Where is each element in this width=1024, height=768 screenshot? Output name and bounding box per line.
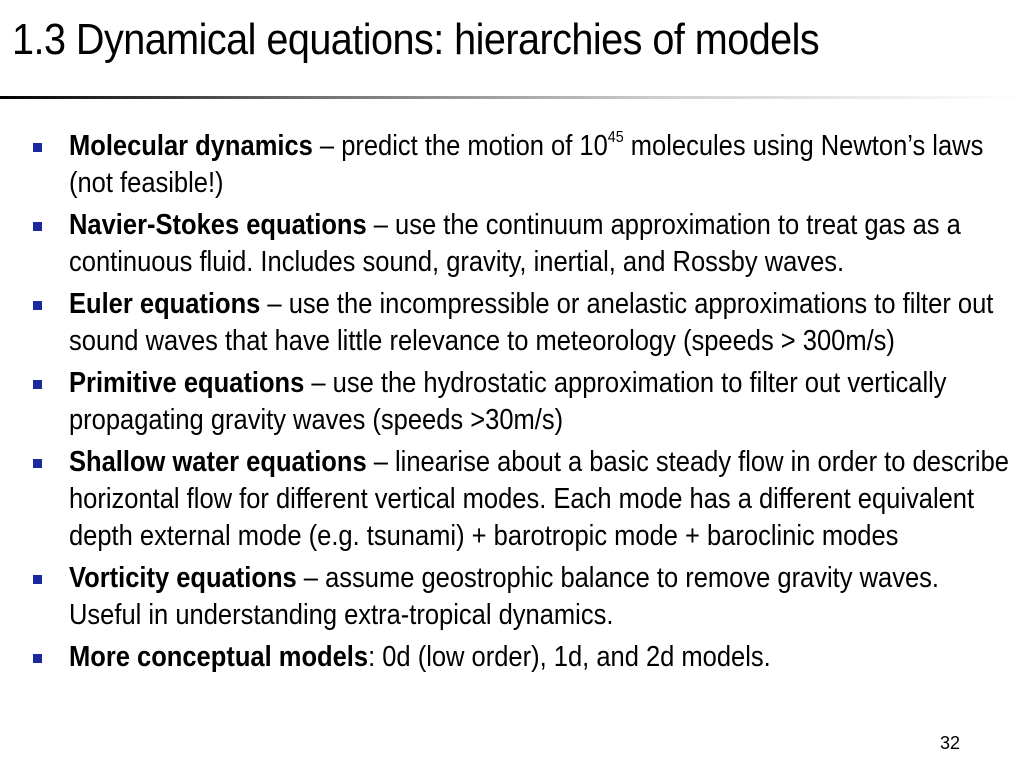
bullet-list bbox=[0, 128, 1024, 681]
bullet-text bbox=[69, 444, 1016, 555]
square-bullet-icon bbox=[33, 380, 42, 389]
bullet-item-primitive bbox=[0, 365, 1024, 439]
bullet-description: – assume geostrophic balance to remove gravity waves. Useful in understanding extra-tropical dynamics. bbox=[69, 562, 939, 631]
bullet-term: Euler equations bbox=[69, 288, 261, 320]
bullet-item-euler bbox=[0, 286, 1024, 360]
bullet-item-vorticity bbox=[0, 560, 1024, 634]
bullet-term: More conceptual models bbox=[69, 641, 369, 673]
bullet-description: : 0d (low order), 1d, and 2d models. bbox=[368, 641, 771, 673]
exponent: 45 bbox=[607, 128, 624, 146]
bullet-description: – predict the motion of 10 bbox=[312, 130, 608, 162]
bullet-term: Primitive equations bbox=[69, 367, 305, 399]
slide-title: 1.3 Dynamical equations: hierarchies of models bbox=[12, 15, 820, 64]
page-number: 32 bbox=[940, 733, 961, 753]
bullet-item-conceptual bbox=[0, 639, 1024, 676]
square-bullet-icon bbox=[33, 143, 42, 152]
bullet-item-shallow-water bbox=[0, 444, 1024, 555]
bullet-text bbox=[69, 207, 1016, 281]
bullet-text bbox=[69, 128, 1016, 202]
bullet-description: – use the continuum approximation to treat gas as a continuous fluid. Includes sound, gravity, inertial, and Rossby waves. bbox=[69, 209, 961, 278]
bullet-term: Vorticity equations bbox=[69, 562, 297, 594]
square-bullet-icon bbox=[33, 301, 42, 310]
square-bullet-icon bbox=[33, 222, 42, 231]
bullet-term: Navier-Stokes equations bbox=[69, 209, 367, 241]
square-bullet-icon bbox=[33, 654, 42, 663]
bullet-text bbox=[69, 365, 1016, 439]
bullet-term: Shallow water equations bbox=[69, 446, 367, 478]
bullet-description-continued: molecules using Newton’s laws (not feasible!) bbox=[69, 130, 984, 199]
title-divider bbox=[0, 96, 1024, 99]
bullet-description: – linearise about a basic steady flow in order to describe horizontal flow for different vertical modes. Each mode has a different equivalent depth external mode (e.g. tsunami) + barotropic mode + baroclinic modes bbox=[69, 446, 1009, 552]
square-bullet-icon bbox=[33, 459, 42, 468]
bullet-text bbox=[69, 286, 1016, 360]
bullet-term: Molecular dynamics bbox=[69, 130, 313, 162]
square-bullet-icon bbox=[33, 575, 42, 584]
bullet-item-navier-stokes bbox=[0, 207, 1024, 281]
bullet-text bbox=[69, 639, 1016, 676]
bullet-description: – use the hydrostatic approximation to filter out vertically propagating gravity waves (speeds >30m/s) bbox=[69, 367, 947, 436]
bullet-text bbox=[69, 560, 1016, 634]
bullet-description: – use the incompressible or anelastic approximations to filter out sound waves that have little relevance to meteorology (speeds > 300m/s) bbox=[69, 288, 994, 357]
bullet-item-molecular-dynamics bbox=[0, 128, 1024, 202]
